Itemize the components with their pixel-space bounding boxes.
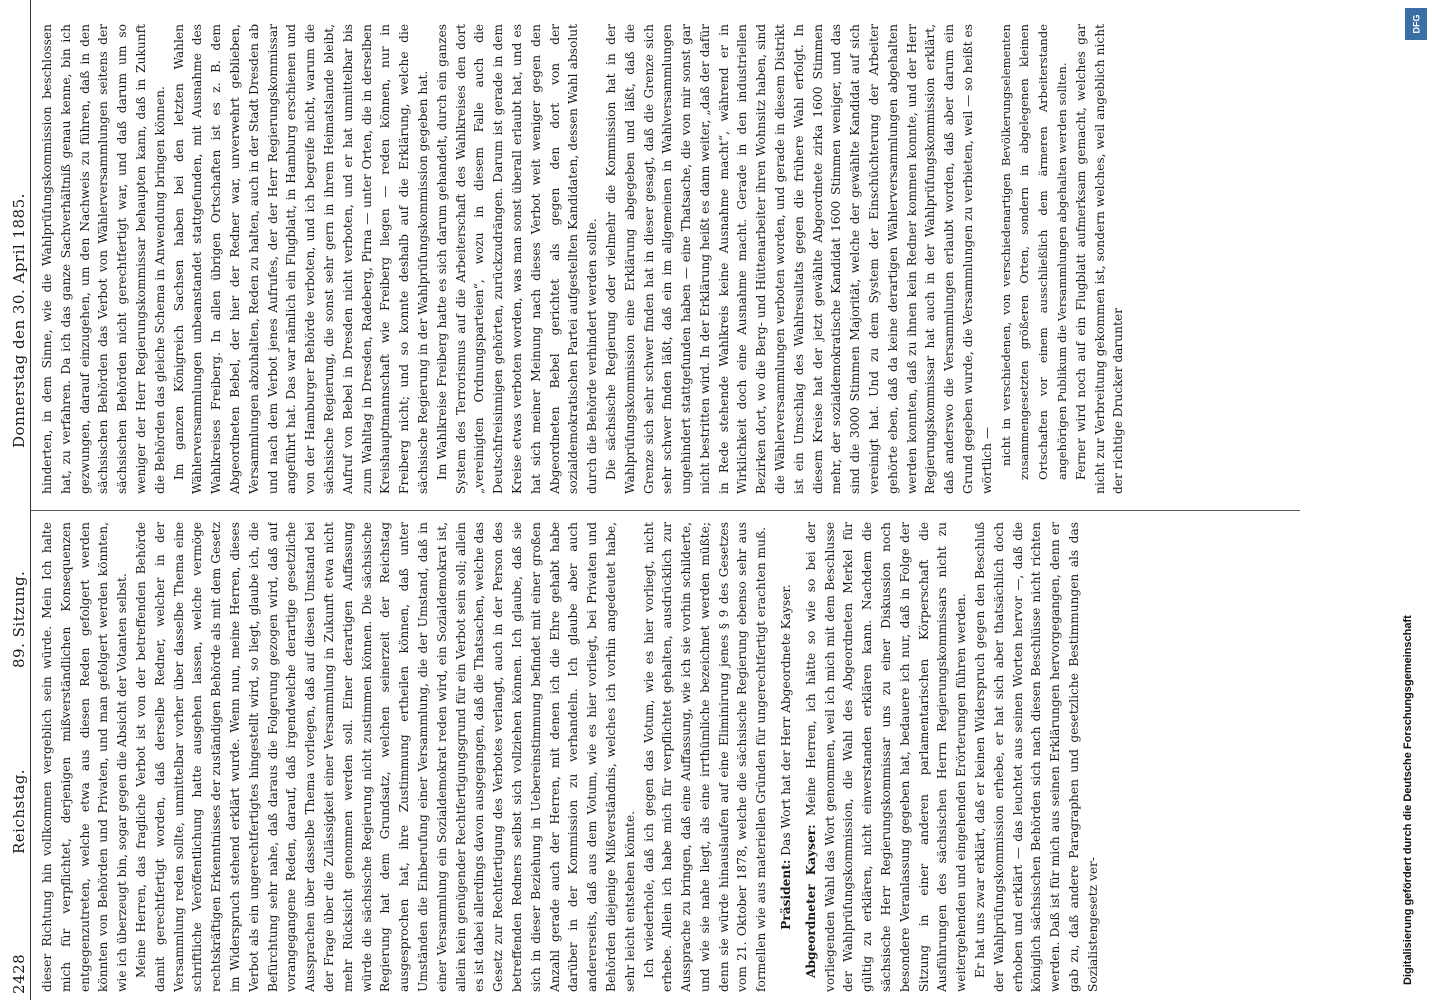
header-session: 89. Sitzung. (10, 570, 28, 668)
speaker-name: Abgeordneter Kayser: (803, 824, 818, 978)
running-header (0, 0, 40, 1000)
speaker-paragraph (777, 522, 796, 992)
right-column (38, 24, 1298, 494)
header-rule (30, 0, 31, 1000)
dfg-logo-text: DFG (1411, 14, 1421, 34)
paragraph: hinderten, in dem Sinne, wie die Wahlprüfungskommission beschlossen hat, zu verfahren. Da ich das ganze Sachverhältniß genau kenne, bin ich gezwungen, darauf einzugehen, um den Nachweis zu führen, daß in den sächsischen Behörden das Verbot von Wählerversammlungen seitens der sächsischen Behörden nicht gerechtfertigt war, und daß darum um so weniger der Herr Regierungskommissar behaupten kann, daß in Zukunft die Behörden das gleiche Schema in Anwendung bringen können. (40, 24, 167, 494)
paragraph: Die sächsische Regierung oder vielmehr die Kommission hat in der Wahlprüfungskommission eine Erklärung abgegeben und läßt, daß die Grenze sich sehr schwer finden hat in dieser gesagt, daß die Grenze sich sehr schwer finden läßt, daß ein im allgemeinen in Wahlversammlungen ungehindert stattgefunden haben — eine Thatsache, die von mir sonst gar nicht bestritten wird. In der Erklärung heißt es dann weiter, „daß der dafür in Rede stehende Wahlkreis keine Ausnahme macht“, während er in Wirklichkeit doch eine Ausnahme macht. Gerade in den industriellen Bezirken dort, wo die Berg- und Hüttenarbeiter ihren Wohnsitz haben, sind die Wählerversammlungen verboten worden, und gerade in diesem Distrikt ist ein Umschlag des Wahlresultats gegen die frühere Wahl erfolgt. In diesem Kreise hat der jetzt gewählte Abgeordnete zirka 1600 Stimmen mehr, der sozialdemokratische Kandidat 1600 Stimmen weniger, und das sind die 3000 Stimmen Majorität, welche der gewählte Kandidat auf sich vereinigt hat. Und zu dem System der Einschüchterung der Arbeiter gehörte eben, daß da keine derartigen Wählerversammlungen abgehalten werden konnten, daß zu ihnen kein Redner kommen konnte, und der Herr Regierungskommissar hat auch in der Wahlprüfungskommission erklärt, daß anderswo die Versammlungen erlaubt worden, daß aber darum ein Grund gegeben wurde, die Versammlungen zu verbieten, weil — so heißt es wörtlich — (603, 24, 994, 494)
digitization-credit: Digitalisierung gefördert durch die Deutsche Forschungsgemeinschaft (1402, 615, 1414, 985)
column-divider (30, 510, 1300, 511)
header-title: Reichstag. (10, 768, 28, 854)
speaker-text: Das Wort hat der Herr Abgeordnete Kayser. (779, 584, 794, 856)
speaker-label: Präsident: (779, 859, 794, 930)
page-number: 2428 (10, 953, 28, 994)
speech-paragraph (802, 522, 971, 992)
paragraph: dieser Richtung hin vollkommen vergeblich sein würde. Mein Ich halte mich für verpflichtet, derjenigen mißverständlichen Konsequenzen entgegenzutreten, welche etwa aus diesen Reden gefolgert werden könnten von Behörden und Privaten, und man gefolgert werden könnten, wie ich überzeugt bin, sogar gegen die Absicht der Votanten selbst. (40, 522, 130, 992)
paragraph: Im ganzen Königreich Sachsen haben bei den letzten Wahlen Wählerversammlungen unbeanstandet stattgefunden, mit Ausnahme des Wahlkreises Freiberg. In allen übrigen Ortschaften ist es z. B. dem Abgeordneten Bebel, der hier der Redner war, unverwehrt geblieben, Versammlungen abzuhalten, Reden zu halten, auch in der Stadt Dresden ab und nach dem Verbot jenes Aufrufes, der der Herr Regierungskommissar angeführt hat. Das war nämlich ein Flugblatt, in Hamburg erschienen und von der Hamburger Behörde verboten, und ich begreife nicht, warum die sächsische Regierung, die sonst sehr gern in ihrem Heimatslande bleibt, Aufruf von Bebel in Dresden nicht verboten, und er hat unmittelbar bis zum Wahltag in Dresden, Radeberg, Pirna — unter Orten, die in derselben Kreishauptmannschaft wie Freiberg liegen — reden können, nur in Freiberg nicht; und so konnte deshalb auf die Erklärung, welche die sächsische Regierung in der Wahlprüfungskommission gegeben hat. (171, 24, 430, 494)
header-date: Donnerstag den 30. April 1885. (10, 193, 28, 448)
paragraph: Er hat uns zwar erklärt, daß er keinen Widerspruch gegen den Beschluß der Wahlprüfungskommission erhebe, er hat sich aber thatsächlich doch erhoben und erklärt — das leuchtet aus seinen Worten hervor —, daß die königlich sächsischen Behörden sich nach diesen Beschlüsse nicht richten werden. Daß ist für mich aus seinen Erklärungen hervorgegangen, denn er gab zu, daß andere Paragraphen und gesetzliche Bestimmungen als das Sozialistengesetz ver- (973, 522, 1100, 992)
paragraph: Ferner wird noch auf ein Flugblatt aufmerksam gemacht, welches gar nicht zur Verbreitung gekommen ist, sondern welches, weil angeblich nicht der richtige Drucker darunter (1073, 24, 1126, 494)
speech-text: Meine Herren, ich hätte so wie so bei der vorliegenden Wahl das Wort genommen, weil ich mich mit dem Beschlusse der Wahlprüfungskommission, die Wahl des Abgeordneten Merkel für gültig zu erklären, nicht einverstanden erklären kann. Nachdem die sächsische Herr Regierungskommissar uns zu einer Diskussion noch besondere Veranlassung gegeben hat, bedauere ich nur, daß in Folge der Sitzung in einer anderen parlamentarischen Körperschaft die Ausführungen des sächsischen Herrn Regierungskommissars nicht zu weitergehenden und eingehenden Erörterungen führen werden. (803, 522, 969, 992)
left-column (38, 522, 1298, 992)
quote-paragraph: nicht in verschiedenen, von verschiedenartigen Bevölkerungselementen zusammengesetzten größeren Orten, sondern in abgelegenen kleinen Ortschaften vor einem ausschließlich dem ärmeren Arbeiterstande angehörigen Publikum die Versammlungen abgehalten werden sollten. (998, 24, 1070, 480)
paragraph: Meine Herren, das fragliche Verbot ist von der betreffenden Behörde damit gerechtfertigt worden, daß derselbe Redner, welcher in der Versammlung reden sollte, unmittelbar vorher über dasselbe Thema eine schriftliche Veröffentlichung hatte ausgehen lassen, welche vermöge rechtskräftigen Erkenntnisses der zuständigen Behörde als mit dem Gesetz im Widerspruch stehend erklärt wurde. Wenn nun, meine Herren, dieses Verbot als ein ungerechtfertigtes hingestellt wird, so liegt, glaube ich, die Befürchtung sehr nahe, daß daraus die Folgerung gezogen wird, daß auf vorangegangene Reden, darauf, daß irgendwelche derartige gesetzliche Aussprachen über dasselbe Thema vorliegen, daß auf diesen Umstand bei der Frage über die Zulässigkeit einer Versammlung in Zukunft etwa nicht mehr Rücksicht genommen werden soll. Einer derartigen Auffassung würde die sächsische Regierung nicht zustimmen können. Die sächsische Regierung hat dem Grundsatz, welchen seinerzeit der Reichstag ausgesprochen hat, ihre Zustimmung ertheilen können, daß unter Umständen die Einberufung einer Versammlung, die der Umstand, daß in einer Versammlung ein Sozialdemokrat reden wird, ein Sozialdemokrat ist, allein kein genügender Rechtfertigungsgrund für ein Verbot sein soll; allein es ist dabei allerdings davon ausgegangen, daß die Thatsachen, welche das Gesetz zur Rechtfertigung des Verbotes verlangt, auch in der Person des betreffenden Redners selbst sich vollziehen können. Ich glaube, daß sie sich in dieser Beziehung in Uebereinstimmung befindet mit einer großen Anzahl gerade auch der Herren, mit denen ich die Ehre gehabt habe darüber in der Kommission zu verhandeln. Ich glaube aber auch andererseits, daß aus dem Votum, wie es hier vorliegt, bei Privaten und Behörden diejenige Mißverständnis, welches ich vorhin angedeutet habe, sehr leicht entstehen könnte. (133, 522, 637, 992)
paragraph: Im Wahlkreise Freiberg hatte es sich darum gehandelt, durch ein ganzes System des Terrorismus auf die Arbeiterschaft des Wahlkreises den dort „vereinigten Ordnungsparteien“, wozu in diesem Falle auch die Deutschfreisinnigen gehörten, zurückzudrängen. Darum ist gerade in dem Kreise etwas verboten worden, was man sonst überall erlaubt hat, und es hat sich meiner Meinung nach dieses Verbot weit weniger gegen den Abgeordneten Bebel gerichtet als gegen den dort von der sozialdemokratischen Partei aufgestellten Kandidaten, dessen Wahl absolut durch die Behörde verhindert werden sollte. (434, 24, 600, 494)
paragraph: Ich wiederhole, daß ich gegen das Votum, wie es hier vorliegt, nicht erhebe. Allein ich habe mich für verpflichtet gehalten, ausdrücklich zur Aussprache zu bringen, daß eine Auffassung, wie ich sie vorhin schilderte, und wie sie nahe liegt, als eine irrthümliche bezeichnet werden müßte; denn sie würde hinauslaufen auf eine Eliminirung jenes § 9 des Gesetzes vom 21. Oktober 1878, welche die sächsische Regierung ebenso sehr aus formellen wie aus materiellen Gründen für ungerechtfertigt erachten muß. (641, 522, 769, 992)
